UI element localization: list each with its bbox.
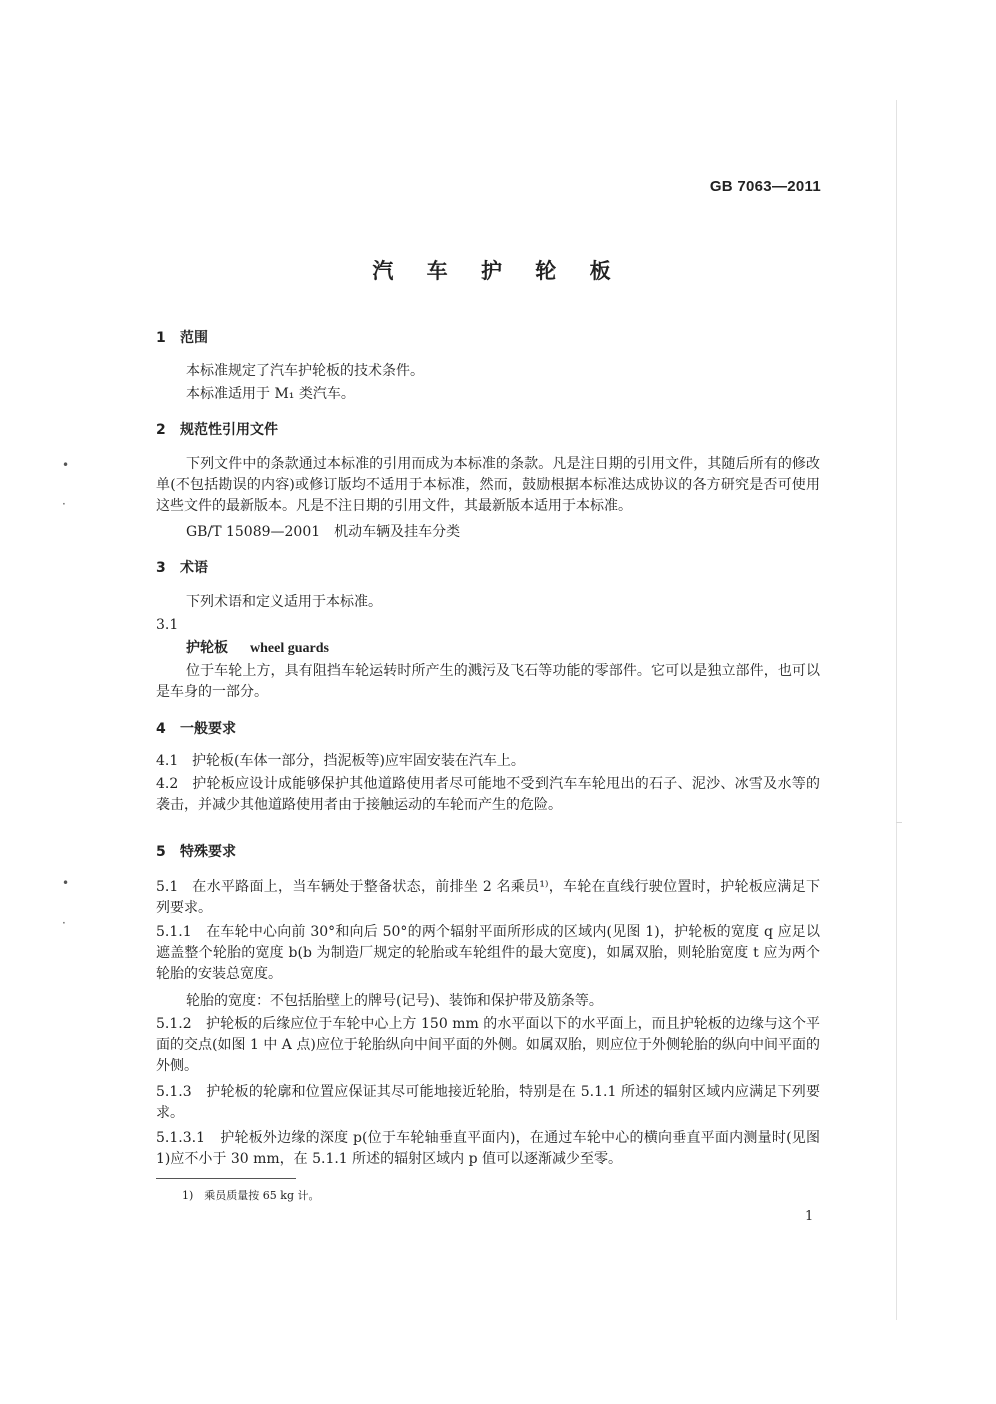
section-2-heading: 2 规范性引用文件	[156, 422, 278, 438]
document-title: 汽 车 护 轮 板	[372, 259, 624, 283]
section-1-paragraph: 本标准规定了汽车护轮板的技术条件。	[186, 363, 424, 379]
clause-5-1: 5.1 在水平路面上，当车辆处于整备状态，前排坐 2 名乘员¹⁾，车轮在直线行驶位置时，护轮板应满足下列要求。	[156, 879, 820, 916]
scan-speck: ·	[62, 916, 66, 930]
clause-3-1-number: 3.1	[156, 617, 179, 633]
clause-5-1-3: 5.1.3 护轮板的轮廓和位置应保证其尽可能地接近轮胎，特别是在 5.1.1 所述的辐射区域内应满足下列要求。	[156, 1084, 820, 1121]
scan-speck: •	[62, 458, 70, 472]
clause-5-1-1: 5.1.1 在车轮中心向前 30°和向后 50°的两个辐射平面所形成的区域内(见图 1)，护轮板的宽度 q 应足以遮盖整个轮胎的宽度 b(b 为制造厂规定的轮胎或车轮组件的最大宽度)，如属双胎，则轮胎宽度 t 应为两个轮胎的安装总宽度。	[156, 924, 820, 982]
section-1-heading: 1 范围	[156, 330, 208, 346]
term-english: wheel guards	[250, 641, 329, 656]
section-1-paragraph: 本标准适用于 M₁ 类汽车。	[186, 386, 355, 402]
footnote-separator	[156, 1178, 296, 1179]
page-number: 1	[805, 1209, 814, 1224]
section-3-paragraph: 下列术语和定义适用于本标准。	[186, 594, 382, 610]
section-5-heading: 5 特殊要求	[156, 844, 236, 860]
clause-4-1: 4.1 护轮板(车体一部分，挡泥板等)应牢固安装在汽车上。	[156, 753, 525, 769]
clause-5-1-2: 5.1.2 护轮板的后缘应位于车轮中心上方 150 mm 的水平面以下的水平面上，而且护轮板的边缘与这个平面的交点(如图 1 中 A 点)应位于轮胎纵向中间平面的外侧。如属双胎，则应位于外侧轮胎的纵向中间平面的外侧。	[156, 1016, 820, 1074]
section-3-heading: 3 术语	[156, 560, 208, 576]
section-2-paragraph: 下列文件中的条款通过本标准的引用而成为本标准的条款。凡是注日期的引用文件，其随后所有的修改单(不包括勘误的内容)或修订版均不适用于本标准，然而，鼓励根据本标准达成协议的各方研究是否可使用这些文件的最新版本。凡是不注日期的引用文件，其最新版本适用于本标准。	[156, 456, 820, 514]
term-entry	[156, 638, 820, 659]
clause-5-1-3-1: 5.1.3.1 护轮板外边缘的深度 p(位于车轮轴垂直平面内)，在通过车轮中心的横向垂直平面内测量时(见图 1)应不小于 30 mm，在 5.1.1 所述的辐射区域内 p 值可以逐渐减少至零。	[156, 1130, 820, 1167]
standard-number: GB 7063—2011	[709, 178, 821, 195]
clause-5-1-1-note: 轮胎的宽度：不包括胎壁上的牌号(记号)、装饰和保护带及筋条等。	[186, 993, 603, 1009]
normative-reference: GB/T 15089—2001 机动车辆及挂车分类	[186, 524, 461, 540]
footnote: 1) 乘员质量按 65 kg 计。	[182, 1189, 320, 1202]
section-4-heading: 4 一般要求	[156, 721, 236, 737]
page-edge-tick	[896, 822, 902, 823]
clause-4-2: 4.2 护轮板应设计成能够保护其他道路使用者尽可能地不受到汽车车轮甩出的石子、泥沙、冰雪及水等的袭击，并减少其他道路使用者由于接触运动的车轮而产生的危险。	[156, 776, 820, 813]
term-chinese: 护轮板	[186, 640, 228, 656]
scan-speck: ·	[62, 497, 66, 511]
term-definition: 位于车轮上方，具有阻挡车轮运转时所产生的溅污及飞石等功能的零部件。它可以是独立部件，也可以是车身的一部分。	[156, 663, 820, 700]
scan-speck: •	[62, 876, 70, 890]
